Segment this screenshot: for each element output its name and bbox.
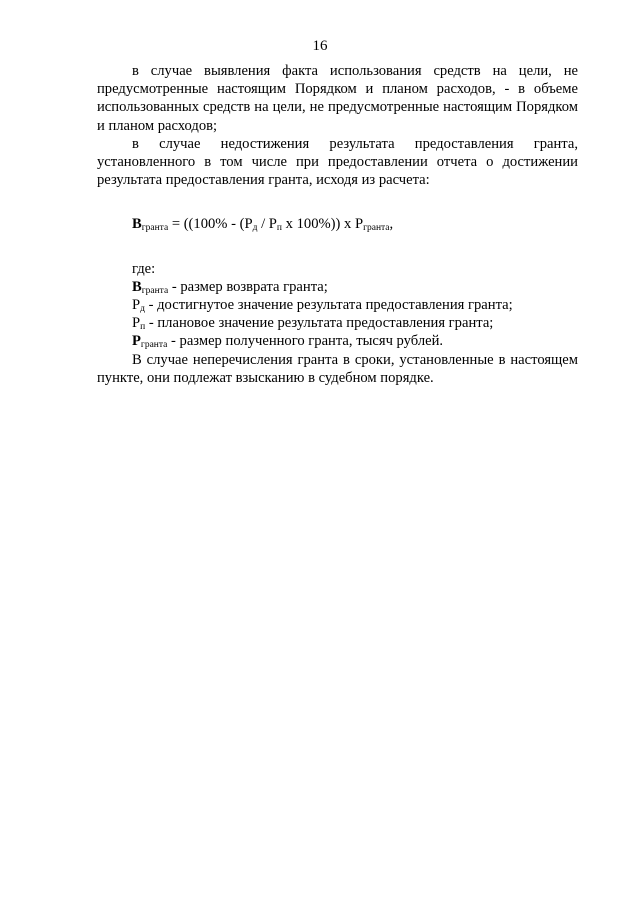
legend-symbol: Р <box>132 333 141 350</box>
legend-item-return-size <box>97 278 578 296</box>
paragraph-misuse: в случае выявления факта использования средств на цели, не предусмотренные настоящим Порядком и планом расходов, - в объеме использованных средств на цели, не предусмотренные настоящим Порядком и планом расходов; <box>97 63 578 134</box>
formula-part-3: х 100%)) х Р <box>282 216 364 233</box>
formula-lhs: В <box>132 216 142 233</box>
legend-symbol-sub: п <box>140 322 146 333</box>
legend-symbol: Р <box>132 315 141 332</box>
legend-item-planned <box>97 314 578 332</box>
legend-text: - размер возврата гранта; <box>168 278 328 295</box>
formula-rp-sub: п <box>276 223 283 234</box>
formula-part-2: / Р <box>257 216 277 233</box>
formula-part-1: = ((100% - (Р <box>168 216 253 233</box>
legend-item-achieved <box>97 296 578 314</box>
page-content <box>97 62 578 387</box>
formula-part-4: , <box>389 216 394 233</box>
legend-intro: где: <box>132 260 156 277</box>
legend-text: - размер полученного гранта, тысяч рублей. <box>167 333 444 350</box>
legend-text: - плановое значение результата предоставления гранта; <box>145 315 494 332</box>
paragraph-non-achievement: в случае недостижения результата предоставления гранта, установленного в том числе при предоставлении отчета о достижении результата предоставления гранта, исходя из расчета: <box>97 135 578 189</box>
legend-item-received <box>97 332 578 350</box>
paragraph-recovery: В случае неперечисления гранта в сроки, установленные в настоящем пункте, они подлежат взысканию в судебном порядке. <box>97 351 578 386</box>
legend-text: - достигнутое значение результата предоставления гранта; <box>144 297 513 314</box>
legend-symbol: В <box>132 278 142 295</box>
legend-symbol-sub: д <box>140 304 145 315</box>
legend-symbol: Р <box>132 297 141 314</box>
page-number: 16 <box>312 38 328 54</box>
formula-rd-sub: д <box>252 223 258 234</box>
formula-lhs-sub: гранта <box>141 223 169 234</box>
formula-rgr-sub: гранта <box>363 223 390 234</box>
legend-symbol-sub: гранта <box>141 285 169 296</box>
return-formula <box>97 215 578 233</box>
legend-symbol-sub: гранта <box>140 340 168 351</box>
